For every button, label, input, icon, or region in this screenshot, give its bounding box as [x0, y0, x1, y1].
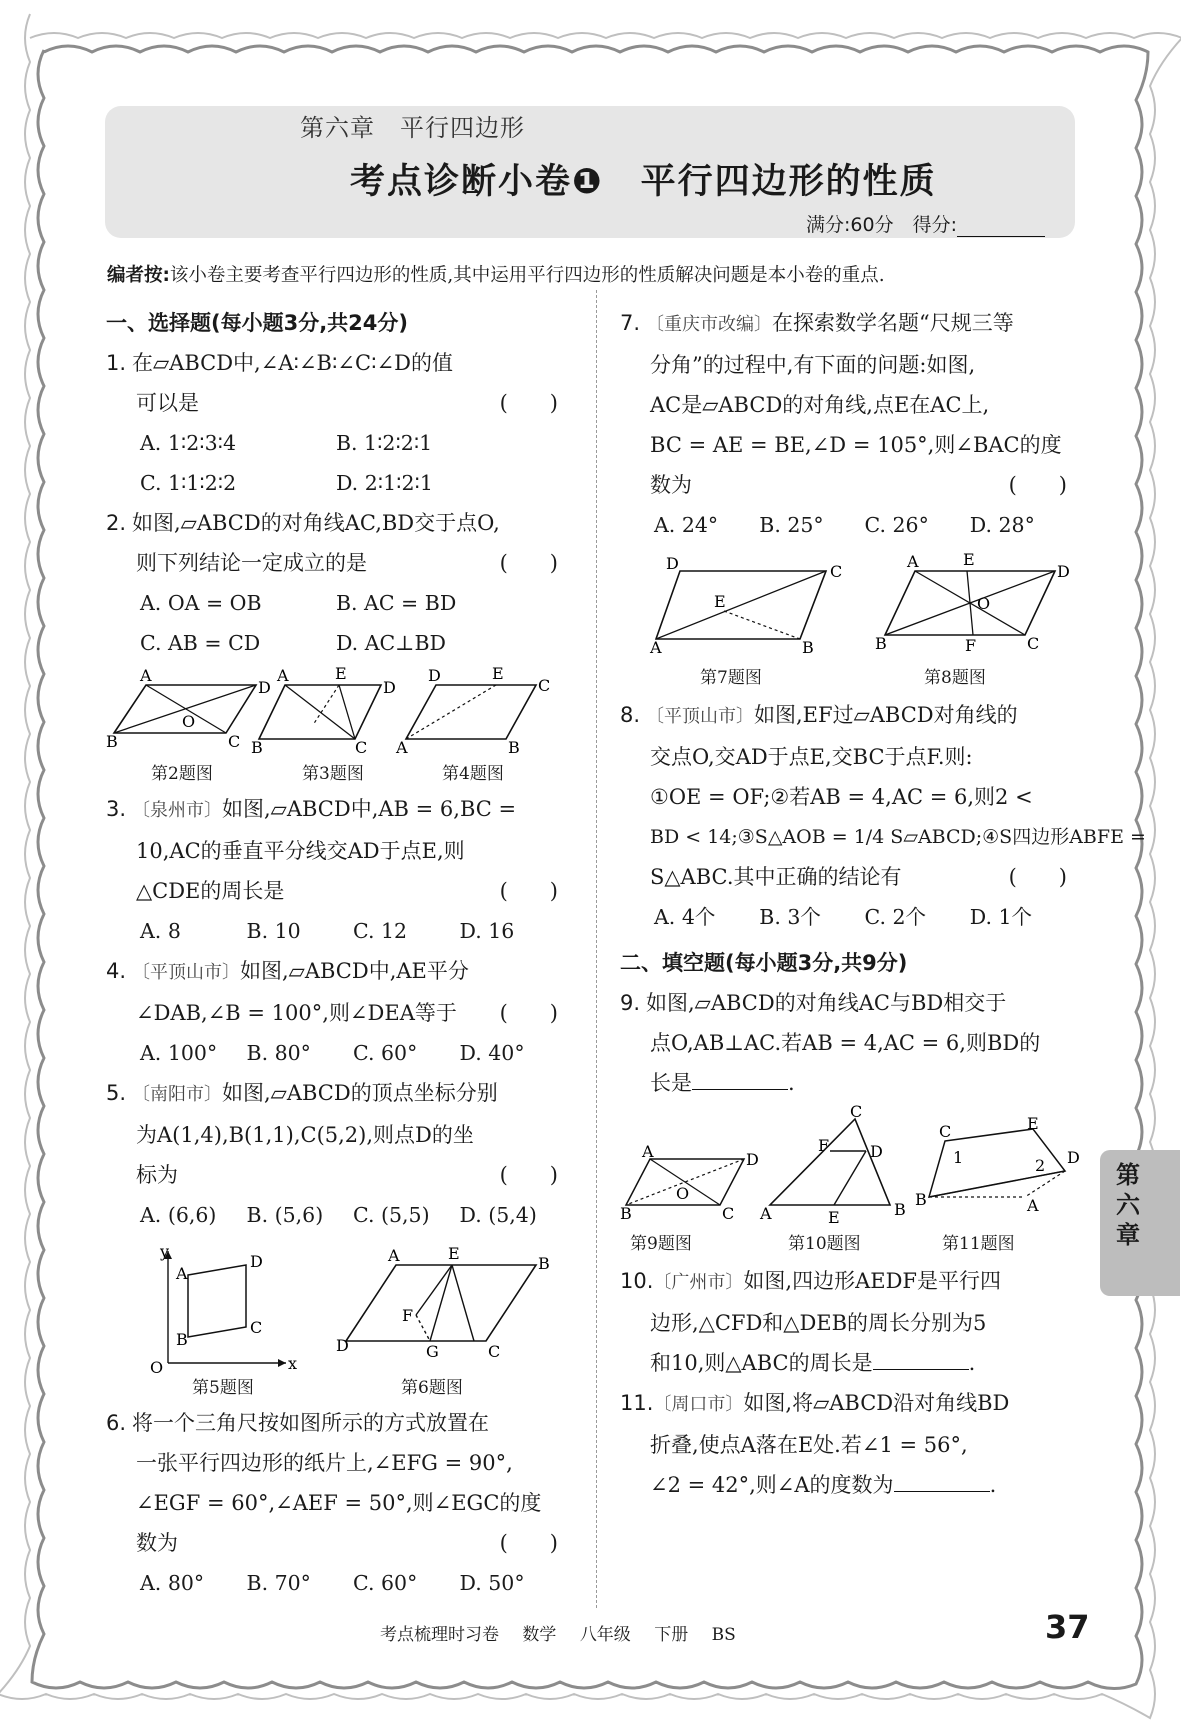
svg-text:E: E: [714, 592, 726, 611]
q4-line-2: ∠DAB,∠B = 100°,则∠DEA等于: [136, 1001, 457, 1025]
q9-num: 9.: [620, 991, 641, 1015]
q3-option-d[interactable]: D. 16: [459, 919, 515, 943]
svg-text:A: A: [277, 666, 289, 685]
svg-text:F: F: [402, 1306, 414, 1325]
svg-text:C: C: [722, 1204, 735, 1223]
figure-row-7-8: [620, 549, 1075, 691]
q1-option-a[interactable]: A. 1∶2∶3∶4: [140, 431, 237, 455]
q11-line-3: ∠2 = 42°,则∠A的度数为: [650, 1473, 894, 1497]
q4-num: 4.: [106, 959, 127, 983]
svg-text:A: A: [140, 666, 152, 685]
question-6: [106, 1403, 566, 1563]
q4-answer-paren[interactable]: ( ): [499, 1001, 558, 1025]
page-number: 37: [1045, 1608, 1090, 1646]
section-fill-title: 二、填空题(每小题3分,共9分): [620, 951, 908, 975]
q4-line-1: 如图,▱ABCD中,AE平分: [240, 959, 469, 983]
q9-line-2: 点O,AB⊥AC.若AB = 4,AC = 6,则BD的: [650, 1031, 1041, 1055]
figure-q7: [650, 554, 843, 657]
question-1: [106, 343, 566, 423]
q11-num: 11.: [620, 1391, 654, 1415]
svg-text:D: D: [383, 678, 396, 697]
q4-options: [106, 1033, 566, 1073]
svg-text:A: A: [396, 738, 408, 757]
q6-option-d[interactable]: D. 50°: [459, 1571, 525, 1595]
question-8: [620, 695, 1146, 897]
svg-text:A: A: [907, 552, 919, 571]
svg-text:E: E: [828, 1208, 840, 1227]
q8-line-4: BD < 14;③S△AOB = 1/4 S▱ABCD;④S四边形ABFE =: [650, 826, 1146, 848]
svg-text:2: 2: [1035, 1156, 1046, 1175]
q5-option-c[interactable]: C. (5,5): [353, 1203, 430, 1227]
q8-answer-paren[interactable]: ( ): [1008, 865, 1067, 889]
footer-subject: 数学: [522, 1625, 557, 1645]
q7-option-d[interactable]: D. 28°: [969, 513, 1035, 537]
q11-line-2: 折叠,使点A落在E处.若∠1 = 56°,: [650, 1433, 968, 1457]
svg-text:A: A: [642, 1142, 654, 1161]
q10-line-3: 和10,则△ABC的周长是: [650, 1351, 873, 1375]
editor-note: [107, 261, 1067, 287]
figure-row-5-6: [106, 1239, 566, 1399]
figure-q8: [875, 549, 1070, 657]
caption-q4: 第4题图: [442, 764, 504, 784]
q8-line-5: S△ABC.其中正确的结论有: [650, 865, 902, 889]
q5-option-b[interactable]: B. (5,6): [246, 1203, 324, 1227]
left-column: [106, 303, 566, 1603]
svg-text:E: E: [492, 664, 504, 683]
q5-option-a[interactable]: A. (6,6): [140, 1203, 217, 1227]
q4-option-b[interactable]: B. 80°: [246, 1041, 311, 1065]
caption-q7: 第7题图: [700, 668, 762, 688]
score-line: [806, 210, 1045, 237]
q6-line-3: ∠EGF = 60°,∠AEF = 50°,则∠EGC的度: [136, 1491, 542, 1515]
svg-text:A: A: [388, 1246, 400, 1265]
footer-series: 考点梳理时习卷: [380, 1625, 499, 1645]
q2-options: [106, 583, 566, 663]
q2-option-a[interactable]: A. OA = OB: [140, 591, 262, 615]
score-blank[interactable]: [957, 218, 1045, 237]
svg-text:E: E: [963, 550, 975, 569]
svg-text:E: E: [448, 1244, 460, 1263]
q3-options: [106, 911, 566, 951]
q5-answer-paren[interactable]: ( ): [499, 1163, 558, 1187]
svg-text:D: D: [746, 1150, 759, 1169]
figure-q4: [396, 664, 556, 757]
editor-note-label: 编者按:: [107, 265, 170, 286]
svg-text:B: B: [508, 738, 520, 757]
q3-answer-paren[interactable]: ( ): [499, 879, 558, 903]
q8-option-d[interactable]: D. 1个: [969, 905, 1033, 929]
q5-line-3: 标为: [136, 1163, 178, 1187]
svg-text:B: B: [176, 1330, 188, 1349]
column-divider: [596, 290, 597, 1608]
footer: [380, 1620, 754, 1645]
q3-line-2: 10,AC的垂直平分线交AD于点E,则: [136, 839, 465, 863]
svg-text:F: F: [965, 636, 977, 655]
figure-row-2-4: [106, 664, 566, 785]
caption-q2: 第2题图: [151, 764, 213, 784]
q1-options: [106, 423, 566, 503]
q8-option-a[interactable]: A. 4个: [654, 905, 716, 929]
figure-q11: [915, 1114, 1080, 1231]
svg-text:D: D: [336, 1336, 349, 1355]
q3-line-3: △CDE的周长是: [136, 879, 285, 903]
q3-option-b[interactable]: B. 10: [246, 919, 301, 943]
svg-text:C: C: [488, 1342, 501, 1361]
svg-text:B: B: [802, 638, 814, 657]
q8-option-b[interactable]: B. 3个: [759, 905, 821, 929]
svg-text:x: x: [288, 1354, 298, 1373]
side-tab-label: 第六章: [1116, 1161, 1140, 1249]
question-7: [620, 303, 1075, 505]
svg-text:G: G: [426, 1342, 439, 1361]
page-title: 考点诊断小卷❶ 平行四边形的性质: [350, 162, 937, 202]
header-banner: [105, 106, 1075, 238]
q1-option-d[interactable]: D. 2∶1∶2∶1: [335, 471, 433, 495]
svg-text:1: 1: [953, 1148, 964, 1167]
q2-line-1: 如图,▱ABCD的对角线AC,BD交于点O,: [132, 511, 500, 535]
svg-text:B: B: [106, 732, 118, 751]
question-11: 11.〔周口市〕如图,将▱ABCD沿对角线BD 折叠,使点A落在E处.若∠1 = 56°, ∠2 = 42°,则∠A的度数为 .: [620, 1383, 1075, 1505]
q10-line-2: 边形,△CFD和△DEB的周长分别为5: [650, 1311, 987, 1335]
caption-q10: 第10题图: [788, 1234, 861, 1254]
q6-num: 6.: [106, 1411, 127, 1435]
caption-q5: 第5题图: [192, 1378, 254, 1398]
q6-options: [106, 1563, 566, 1603]
svg-text:B: B: [538, 1254, 550, 1273]
chapter-label: 第六章 平行四边形: [300, 114, 525, 142]
figure-row-9-11: [620, 1102, 1080, 1257]
q3-source: 〔泉州市〕: [132, 800, 222, 821]
q1-option-b[interactable]: B. 1∶2∶2∶1: [335, 431, 433, 455]
q5-options: [106, 1195, 566, 1235]
q3-num: 3.: [106, 797, 127, 821]
q7-line-1: 在探索数学名题“尺规三等: [772, 311, 1014, 335]
q7-answer-paren[interactable]: ( ): [1008, 473, 1067, 497]
svg-text:y: y: [160, 1242, 170, 1261]
figure-q10: [760, 1102, 910, 1229]
q6-answer-paren[interactable]: ( ): [499, 1531, 558, 1555]
q2-num: 2.: [106, 511, 127, 535]
footer-volume: 下册: [654, 1625, 689, 1645]
q8-num: 8.: [620, 703, 641, 727]
q5-line-2: 为A(1,4),B(1,1),C(5,2),则点D的坐: [136, 1123, 474, 1147]
q1-num: 1.: [106, 351, 127, 375]
question-2: [106, 503, 566, 583]
svg-text:O: O: [676, 1184, 690, 1203]
q11-answer-blank[interactable]: [894, 1469, 990, 1492]
svg-text:B: B: [620, 1204, 632, 1223]
q7-line-3: AC是▱ABCD的对角线,点E在AC上,: [650, 393, 990, 417]
q2-line-2: 则下列结论一定成立的是: [136, 551, 367, 575]
q11-line-1: 如图,将▱ABCD沿对角线BD: [743, 1391, 1010, 1415]
svg-text:O: O: [150, 1358, 164, 1377]
caption-q8: 第8题图: [924, 668, 986, 688]
svg-text:C: C: [939, 1122, 952, 1141]
q2-option-d[interactable]: D. AC⊥BD: [335, 631, 446, 655]
svg-text:C: C: [538, 676, 551, 695]
editor-note-text: 该小卷主要考查平行四边形的性质,其中运用平行四边形的性质解决问题是本小卷的重点.: [169, 265, 885, 286]
q7-num: 7.: [620, 311, 641, 335]
svg-text:C: C: [228, 732, 241, 751]
q1-line-2: 可以是: [136, 391, 199, 415]
svg-text:A: A: [650, 638, 662, 657]
q4-option-d[interactable]: D. 40°: [459, 1041, 525, 1065]
q9-answer-blank[interactable]: [692, 1067, 788, 1090]
q3-option-c[interactable]: C. 12: [353, 919, 408, 943]
chapter-side-tab: [1100, 1150, 1180, 1296]
svg-text:D: D: [250, 1252, 263, 1271]
q2-option-b[interactable]: B. AC = BD: [335, 591, 457, 615]
q8-source: 〔平顶山市〕: [646, 706, 754, 727]
svg-text:C: C: [830, 562, 843, 581]
svg-text:O: O: [182, 712, 196, 731]
question-9: 9. 如图,▱ABCD的对角线AC与BD相交于 点O,AB⊥AC.若AB = 4,AC = 6,则BD的 长是 .: [620, 983, 1075, 1103]
svg-text:B: B: [875, 634, 887, 653]
q6-option-b[interactable]: B. 70°: [246, 1571, 311, 1595]
question-5: [106, 1073, 566, 1195]
q8-options: [620, 897, 1075, 937]
question-4: [106, 951, 566, 1033]
svg-text:D: D: [666, 554, 679, 573]
q7-line-2: 分角”的过程中,有下面的问题:如图,: [650, 353, 976, 377]
figure-q6: [336, 1245, 551, 1363]
figure-q2: [106, 666, 271, 755]
q6-line-4: 数为: [136, 1531, 178, 1555]
q6-line-1: 将一个三角尺按如图所示的方式放置在: [132, 1411, 489, 1435]
figure-q9: [620, 1142, 759, 1227]
footer-grade: 八年级: [579, 1625, 631, 1645]
svg-text:A: A: [760, 1204, 772, 1223]
question-10: 10.〔广州市〕如图,四边形AEDF是平行四 边形,△CFD和△DEB的周长分别为5 和10,则△ABC的周长是 .: [620, 1261, 1075, 1383]
q7-option-b[interactable]: B. 25°: [759, 513, 824, 537]
caption-q3: 第3题图: [302, 764, 364, 784]
q5-source: 〔南阳市〕: [132, 1084, 222, 1105]
q4-option-a[interactable]: A. 100°: [140, 1041, 218, 1065]
svg-text:D: D: [870, 1142, 883, 1161]
q8-line-3: ①OE = OF;②若AB = 4,AC = 6,则2 <: [650, 785, 1033, 809]
svg-text:C: C: [1027, 634, 1040, 653]
q6-option-c[interactable]: C. 60°: [353, 1571, 418, 1595]
svg-text:C: C: [850, 1102, 863, 1121]
q5-line-1: 如图,▱ABCD的顶点坐标分别: [222, 1081, 498, 1105]
footer-edition: BS: [711, 1625, 736, 1645]
q1-answer-paren[interactable]: ( ): [499, 391, 558, 415]
q1-option-c[interactable]: C. 1∶1∶2∶2: [140, 471, 237, 495]
figure-q3: [251, 664, 401, 757]
svg-text:D: D: [1057, 562, 1070, 581]
q6-option-a[interactable]: A. 80°: [140, 1571, 205, 1595]
svg-text:C: C: [355, 738, 368, 757]
score-label: 满分:60分 得分:: [806, 214, 957, 236]
q8-line-2: 交点O,交AD于点E,交BC于点F.则:: [650, 745, 973, 769]
svg-text:E: E: [1027, 1114, 1039, 1133]
q1-line-1: 在▱ABCD中,∠A∶∠B∶∠C∶∠D的值: [132, 351, 453, 375]
q5-num: 5.: [106, 1081, 127, 1105]
q7-line-5: 数为: [650, 473, 692, 497]
q4-source: 〔平顶山市〕: [132, 962, 240, 983]
svg-text:B: B: [915, 1190, 927, 1209]
svg-text:O: O: [977, 594, 991, 613]
q7-line-4: BC = AE = BE,∠D = 105°,则∠BAC的度: [650, 433, 1062, 457]
q11-source: 〔周口市〕: [653, 1394, 744, 1415]
caption-q9: 第9题图: [630, 1234, 692, 1254]
q4-option-c[interactable]: C. 60°: [353, 1041, 418, 1065]
q10-source: 〔广州市〕: [653, 1272, 744, 1293]
svg-text:D: D: [1067, 1148, 1080, 1167]
q3-line-1: 如图,▱ABCD中,AB = 6,BC =: [222, 797, 517, 821]
q8-line-1: 如图,EF过▱ABCD对角线的: [754, 703, 1018, 727]
svg-text:D: D: [428, 666, 441, 685]
section-choice-title: 一、选择题(每小题3分,共24分): [106, 311, 409, 335]
q9-line-3: 长是: [650, 1071, 692, 1095]
svg-text:B: B: [894, 1200, 906, 1219]
q10-answer-blank[interactable]: [873, 1347, 969, 1370]
q7-source: 〔重庆市改编〕: [646, 314, 772, 335]
svg-text:E: E: [335, 664, 347, 683]
q5-option-d[interactable]: D. (5,4): [459, 1203, 537, 1227]
svg-text:D: D: [258, 678, 271, 697]
svg-text:C: C: [250, 1318, 263, 1337]
question-3: [106, 789, 566, 911]
q7-option-a[interactable]: A. 24°: [654, 513, 719, 537]
q10-line-1: 如图,四边形AEDF是平行四: [743, 1269, 1001, 1293]
q8-option-c[interactable]: C. 2个: [864, 905, 927, 929]
q3-option-a[interactable]: A. 8: [140, 919, 181, 943]
svg-text:A: A: [1027, 1196, 1039, 1215]
figure-q5: [146, 1242, 298, 1377]
caption-q6: 第6题图: [401, 1378, 463, 1398]
q7-options: [620, 505, 1075, 545]
q10-num: 10.: [620, 1269, 654, 1293]
caption-q11: 第11题图: [942, 1234, 1015, 1254]
svg-text:F: F: [818, 1136, 830, 1155]
q9-line-1: 如图,▱ABCD的对角线AC与BD相交于: [646, 991, 1007, 1015]
svg-text:A: A: [176, 1264, 188, 1283]
svg-text:B: B: [251, 738, 263, 757]
q2-answer-paren[interactable]: ( ): [499, 551, 558, 575]
q6-line-2: 一张平行四边形的纸片上,∠EFG = 90°,: [136, 1451, 513, 1475]
q7-option-c[interactable]: C. 26°: [864, 513, 929, 537]
q2-option-c[interactable]: C. AB = CD: [140, 631, 261, 655]
